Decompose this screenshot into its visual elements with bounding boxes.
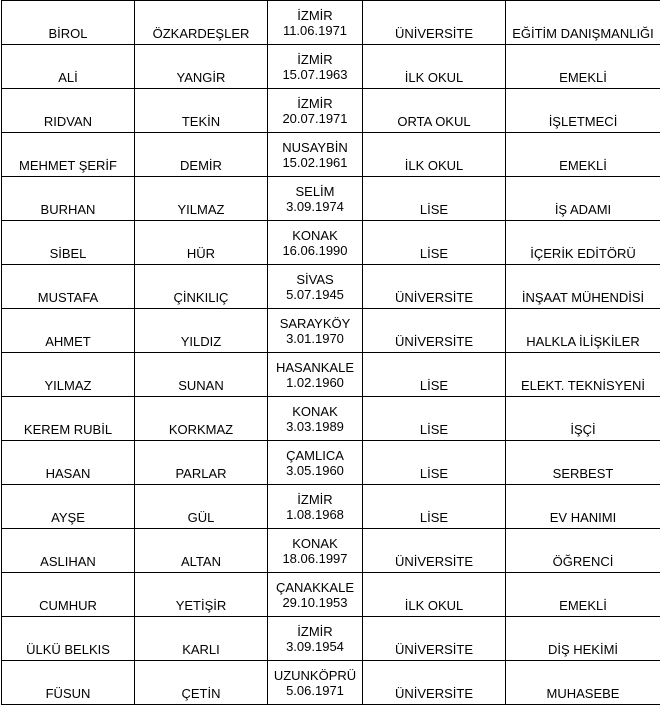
surname-cell[interactable]: TEKİN [135, 89, 268, 133]
table-row [2, 661, 660, 705]
birth-city: ÇAMLICA [269, 448, 361, 463]
birthplace-date-cell[interactable] [268, 529, 363, 573]
first-name-cell[interactable]: CUMHUR [2, 573, 135, 617]
first-name-cell[interactable]: MUSTAFA [2, 265, 135, 309]
education-cell[interactable]: İLK OKUL [363, 45, 506, 89]
education-cell[interactable]: ÜNİVERSİTE [363, 1, 506, 45]
first-name-cell[interactable]: BİROL [2, 1, 135, 45]
birth-city: KONAK [269, 228, 361, 243]
table-row [2, 133, 660, 177]
first-name-cell[interactable]: AHMET [2, 309, 135, 353]
education-cell[interactable]: LİSE [363, 177, 506, 221]
education-cell[interactable]: ÜNİVERSİTE [363, 661, 506, 705]
education-cell[interactable]: LİSE [363, 397, 506, 441]
first-name-cell[interactable]: ASLIHAN [2, 529, 135, 573]
occupation-cell[interactable]: İŞLETMECİ [506, 89, 660, 133]
first-name-cell[interactable]: FÜSUN [2, 661, 135, 705]
birth-date: 18.06.1997 [269, 551, 361, 566]
birth-city: KONAK [269, 536, 361, 551]
birthplace-date-cell[interactable] [268, 397, 363, 441]
birth-date: 3.05.1960 [269, 463, 361, 478]
birth-city: İZMİR [269, 624, 361, 639]
birth-date: 5.07.1945 [269, 287, 361, 302]
table-body [2, 1, 660, 705]
education-cell[interactable]: ÜNİVERSİTE [363, 265, 506, 309]
birth-city: İZMİR [269, 96, 361, 111]
occupation-cell[interactable]: İŞ ADAMI [506, 177, 660, 221]
birth-date: 3.01.1970 [269, 331, 361, 346]
birth-city: ÇANAKKALE [269, 580, 361, 595]
birth-city: UZUNKÖPRÜ [269, 668, 361, 683]
surname-cell[interactable]: YANGİR [135, 45, 268, 89]
education-cell[interactable]: LİSE [363, 485, 506, 529]
birth-date: 3.09.1954 [269, 639, 361, 654]
education-cell[interactable]: LİSE [363, 353, 506, 397]
education-cell[interactable]: LİSE [363, 221, 506, 265]
birthplace-date-cell[interactable] [268, 441, 363, 485]
occupation-cell[interactable]: EMEKLİ [506, 573, 660, 617]
surname-cell[interactable]: ALTAN [135, 529, 268, 573]
education-cell[interactable]: ÜNİVERSİTE [363, 617, 506, 661]
birthplace-date-cell[interactable] [268, 661, 363, 705]
birthplace-date-cell[interactable] [268, 309, 363, 353]
occupation-cell[interactable]: MUHASEBE [506, 661, 660, 705]
birthplace-date-cell[interactable] [268, 617, 363, 661]
occupation-cell[interactable]: DİŞ HEKİMİ [506, 617, 660, 661]
education-cell[interactable]: ÜNİVERSİTE [363, 529, 506, 573]
table-row [2, 573, 660, 617]
birthplace-date-cell[interactable] [268, 573, 363, 617]
occupation-cell[interactable]: HALKLA İLİŞKİLER [506, 309, 660, 353]
first-name-cell[interactable]: MEHMET ŞERİF [2, 133, 135, 177]
birth-date: 1.08.1968 [269, 507, 361, 522]
first-name-cell[interactable]: RIDVAN [2, 89, 135, 133]
education-cell[interactable]: İLK OKUL [363, 573, 506, 617]
table-row [2, 353, 660, 397]
surname-cell[interactable]: KARLI [135, 617, 268, 661]
birth-city: HASANKALE [269, 360, 361, 375]
occupation-cell[interactable]: İÇERİK EDİTÖRÜ [506, 221, 660, 265]
table-row [2, 617, 660, 661]
surname-cell[interactable]: ÇETİN [135, 661, 268, 705]
first-name-cell[interactable]: ALİ [2, 45, 135, 89]
table-row [2, 441, 660, 485]
occupation-cell[interactable]: ELEKT. TEKNİSYENİ [506, 353, 660, 397]
surname-cell[interactable]: YETİŞİR [135, 573, 268, 617]
surname-cell[interactable]: YILDIZ [135, 309, 268, 353]
birth-city: SELİM [269, 184, 361, 199]
birthplace-date-cell[interactable] [268, 485, 363, 529]
birth-city: SİVAS [269, 272, 361, 287]
birthplace-date-cell[interactable] [268, 353, 363, 397]
birthplace-date-cell[interactable] [268, 89, 363, 133]
birth-date: 20.07.1971 [269, 111, 361, 126]
birth-date: 1.02.1960 [269, 375, 361, 390]
first-name-cell[interactable]: ÜLKÜ BELKIS [2, 617, 135, 661]
birth-date: 3.03.1989 [269, 419, 361, 434]
education-cell[interactable]: İLK OKUL [363, 133, 506, 177]
occupation-cell[interactable]: EMEKLİ [506, 133, 660, 177]
birthplace-date-cell[interactable] [268, 265, 363, 309]
birth-date: 16.06.1990 [269, 243, 361, 258]
occupation-cell[interactable]: EĞİTİM DANIŞMANLIĞI [506, 1, 660, 45]
birth-city: İZMİR [269, 8, 361, 23]
table-row [2, 485, 660, 529]
education-cell[interactable]: LİSE [363, 441, 506, 485]
table-row [2, 309, 660, 353]
birth-date: 5.06.1971 [269, 683, 361, 698]
table-row [2, 221, 660, 265]
birth-date: 15.02.1961 [269, 155, 361, 170]
first-name-cell[interactable]: KEREM RUBİL [2, 397, 135, 441]
birth-city: İZMİR [269, 492, 361, 507]
first-name-cell[interactable]: YILMAZ [2, 353, 135, 397]
table-row [2, 529, 660, 573]
surname-cell[interactable]: YILMAZ [135, 177, 268, 221]
birth-city: KONAK [269, 404, 361, 419]
surname-cell[interactable]: ÇİNKILIÇ [135, 265, 268, 309]
education-cell[interactable]: ORTA OKUL [363, 89, 506, 133]
surname-cell[interactable]: SUNAN [135, 353, 268, 397]
occupation-cell[interactable]: EMEKLİ [506, 45, 660, 89]
birth-date: 3.09.1974 [269, 199, 361, 214]
first-name-cell[interactable]: HASAN [2, 441, 135, 485]
table-row [2, 265, 660, 309]
occupation-cell[interactable]: İŞÇİ [506, 397, 660, 441]
birthplace-date-cell[interactable] [268, 1, 363, 45]
birth-city: SARAYKÖY [269, 316, 361, 331]
occupation-cell[interactable]: ÖĞRENCİ [506, 529, 660, 573]
table-row [2, 177, 660, 221]
birthplace-date-cell[interactable] [268, 45, 363, 89]
table-row [2, 89, 660, 133]
surname-cell[interactable]: PARLAR [135, 441, 268, 485]
birthplace-date-cell[interactable] [268, 133, 363, 177]
birth-city: İZMİR [269, 52, 361, 67]
birthplace-date-cell[interactable] [268, 177, 363, 221]
people-table [1, 0, 660, 705]
first-name-cell[interactable]: BURHAN [2, 177, 135, 221]
first-name-cell[interactable]: AYŞE [2, 485, 135, 529]
first-name-cell[interactable]: SİBEL [2, 221, 135, 265]
occupation-cell[interactable]: SERBEST [506, 441, 660, 485]
education-cell[interactable]: ÜNİVERSİTE [363, 309, 506, 353]
table-row [2, 397, 660, 441]
surname-cell[interactable]: DEMİR [135, 133, 268, 177]
table-row [2, 45, 660, 89]
table-row [2, 1, 660, 45]
occupation-cell[interactable]: İNŞAAT MÜHENDİSİ [506, 265, 660, 309]
birth-date: 29.10.1953 [269, 595, 361, 610]
birthplace-date-cell[interactable] [268, 221, 363, 265]
birth-city: NUSAYBİN [269, 140, 361, 155]
surname-cell[interactable]: ÖZKARDEŞLER [135, 1, 268, 45]
birth-date: 15.07.1963 [269, 67, 361, 82]
birth-date: 11.06.1971 [269, 23, 361, 38]
surname-cell[interactable]: HÜR [135, 221, 268, 265]
surname-cell[interactable]: GÜL [135, 485, 268, 529]
surname-cell[interactable]: KORKMAZ [135, 397, 268, 441]
occupation-cell[interactable]: EV HANIMI [506, 485, 660, 529]
